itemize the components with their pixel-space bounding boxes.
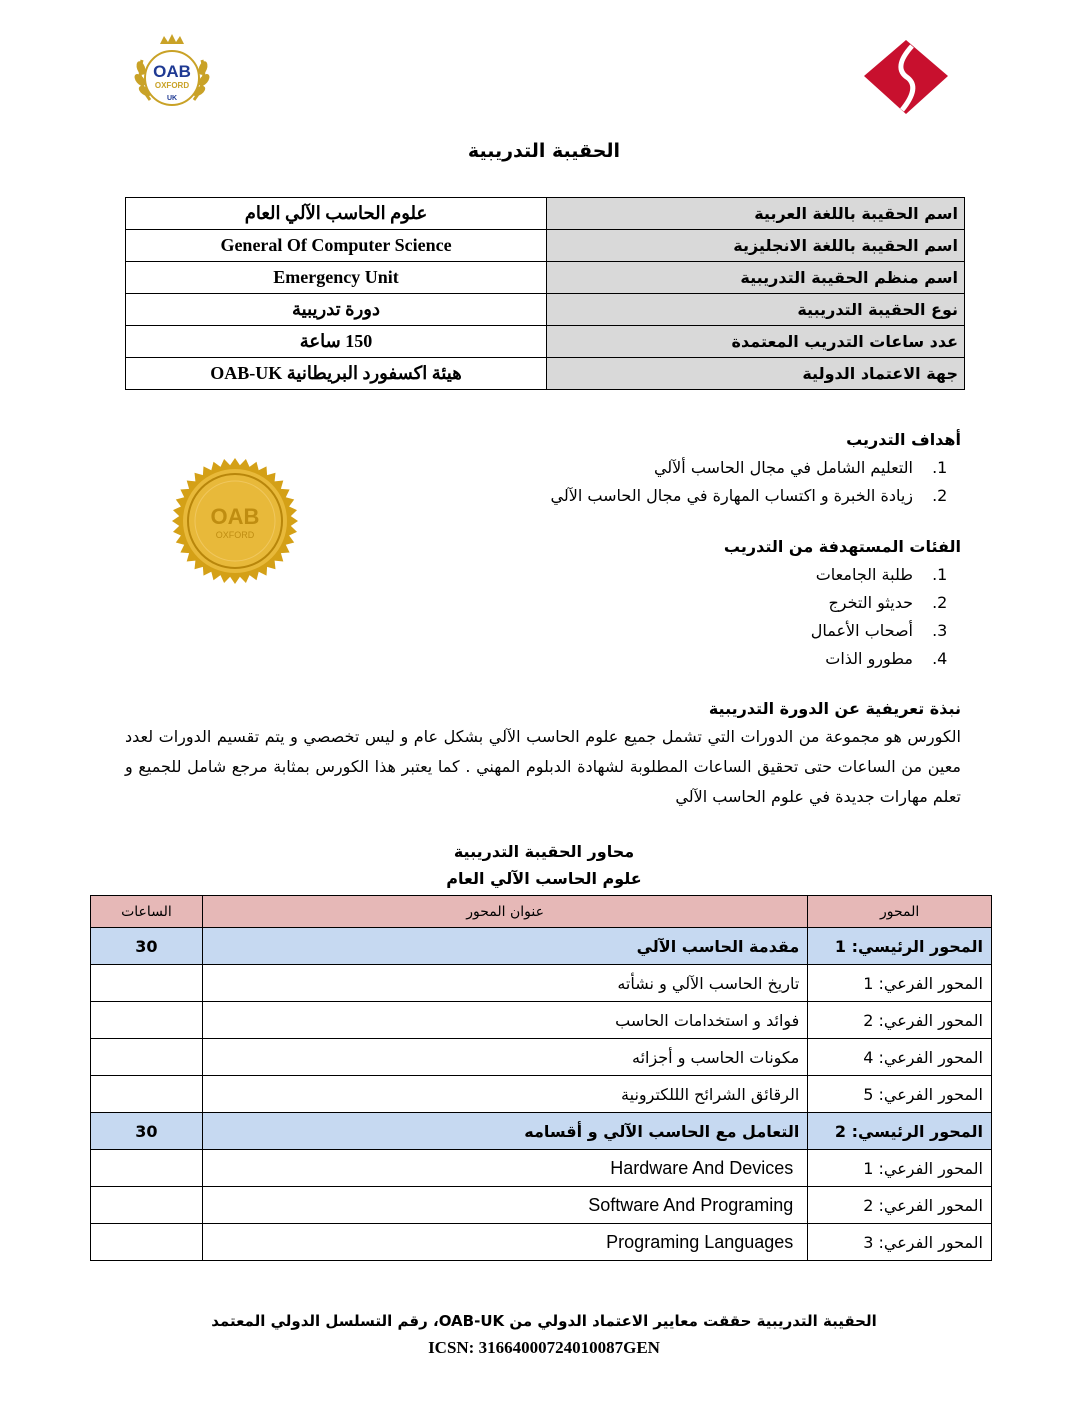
axis-name — [202, 1187, 807, 1224]
info-row — [126, 358, 965, 390]
footer-accreditation-text: الحقيبة التدريبية حققت معايير الاعتماد الدولي من OAB-UK، رقم التسلسل الدولي المعتمد — [211, 1312, 877, 1330]
logo-oxford-text: OXFORD — [154, 81, 190, 90]
axis-label: المحور الرئيسي: 1 — [808, 928, 992, 965]
list-item: 1. التعليم الشامل في مجال الحاسب ألآلي — [551, 454, 928, 482]
axis-label: المحور الفرعي: 5 — [808, 1076, 992, 1113]
axis-name — [202, 1224, 807, 1261]
list-item: 4. مطورو الذات — [811, 645, 927, 673]
axis-hours: 30 — [91, 1113, 203, 1150]
oab-oxford-logo — [128, 30, 216, 118]
header-axis: المحور — [808, 896, 992, 928]
axis-label: المحور الفرعي: 3 — [808, 1224, 992, 1261]
axis-name: تاريخ الحاسب الآلي و نشأته — [202, 965, 807, 1002]
seal-oxford-text: OXFORD — [215, 530, 255, 540]
info-value: Emergency Unit — [126, 262, 547, 294]
info-row — [126, 230, 965, 262]
page-title: الحقيبة التدريبية — [467, 140, 621, 162]
sub-axis-row — [91, 1187, 992, 1224]
axis-label: المحور الرئيسي: 2 — [808, 1113, 992, 1150]
info-value: هيئة اكسفورد البريطانية OAB-UK — [126, 358, 547, 390]
brand-diamond-logo — [862, 38, 950, 116]
axes-header-row — [91, 896, 992, 928]
axis-label: المحور الفرعي: 4 — [808, 1039, 992, 1076]
axis-hours — [91, 1150, 203, 1187]
axis-name-text: Software And Programing — [588, 1194, 794, 1215]
axis-name: الرقائق الشرائح الللكترونية — [202, 1076, 807, 1113]
intro-paragraph: الكورس هو مجموعة من الدورات التي تشمل جميع علوم الحاسب الآلي بشكل عام و ليس تخصصي و يتم تقسيم الدورات لعدد معين من الساعات حتى تحقيق الساعات المطلوبة لشهادة الدبلوم المهني . كما يعتبر هذا الكورس بمثابة مرجع شامل للجميع و تعلم مهارات جديدة في علوم الحاسب الآلي — [125, 727, 961, 806]
seal-oab-text: OAB — [210, 504, 260, 529]
info-value: علوم الحاسب الآلي العام — [126, 198, 547, 230]
axis-name: التعامل مع الحاسب الآلي و أقسامه — [202, 1113, 807, 1150]
sub-axis-row — [91, 1224, 992, 1261]
targets-list — [811, 561, 953, 673]
info-value: General Of Computer Science — [126, 230, 547, 262]
axes-title: محاور الحقيبة التدريبية — [453, 842, 635, 861]
axis-name — [202, 1150, 807, 1187]
info-key: اسم الحقيبة باللغة العربية — [547, 198, 965, 230]
axis-name: مكونات الحاسب و أجزائه — [202, 1039, 807, 1076]
axis-label: المحور الفرعي: 1 — [808, 1150, 992, 1187]
axis-label: المحور الفرعي: 2 — [808, 1002, 992, 1039]
list-item: 1. طلبة الجامعات — [811, 561, 927, 589]
axis-hours — [91, 1039, 203, 1076]
objectives-heading: أهداف التدريب — [846, 430, 961, 449]
axis-hours — [91, 1224, 203, 1261]
axis-hours: 30 — [91, 928, 203, 965]
main-axis-row — [91, 1113, 992, 1150]
gold-seal-icon — [170, 456, 300, 586]
axis-name: فوائد و استخدامات الحاسب — [202, 1002, 807, 1039]
axes-table — [90, 895, 992, 1261]
footer-icsn: ICSN: 31664000724010087GEN — [428, 1338, 660, 1357]
info-value: 150 ساعة — [126, 326, 547, 358]
info-key: جهة الاعتماد الدولية — [547, 358, 965, 390]
axis-name-text: Hardware And Devices — [610, 1157, 794, 1178]
info-row — [126, 198, 965, 230]
targets-heading: الفئات المستهدفة من التدريب — [723, 537, 961, 556]
info-value: دورة تدريبية — [126, 294, 547, 326]
objectives-list — [551, 454, 954, 510]
info-key: نوع الحقيبة التدريبية — [547, 294, 965, 326]
intro-heading: نبذة تعريفية عن الدورة التدريبية — [708, 699, 961, 718]
sub-axis-row — [91, 1039, 992, 1076]
axis-hours — [91, 965, 203, 1002]
sub-axis-row — [91, 965, 992, 1002]
header-hours: الساعات — [91, 896, 203, 928]
info-row — [126, 262, 965, 294]
axis-name-text: Programing Languages — [606, 1231, 794, 1252]
info-row — [126, 294, 965, 326]
axis-hours — [91, 1187, 203, 1224]
axis-label: المحور الفرعي: 1 — [808, 965, 992, 1002]
sub-axis-row — [91, 1076, 992, 1113]
main-axis-row — [91, 928, 992, 965]
list-item: 2. زيادة الخبرة و اكتساب المهارة في مجال الحاسب الآلي — [551, 482, 928, 510]
axis-hours — [91, 1076, 203, 1113]
header-axis-name: عنوان المحور — [202, 896, 807, 928]
list-item: 2. حديثو التخرج — [811, 589, 927, 617]
sub-axis-row — [91, 1150, 992, 1187]
info-row — [126, 326, 965, 358]
axis-hours — [91, 1002, 203, 1039]
sub-axis-row — [91, 1002, 992, 1039]
info-key: عدد ساعات التدريب المعتمدة — [547, 326, 965, 358]
logo-uk-text: UK — [166, 95, 178, 102]
info-key: اسم منظم الحقيبة التدريبية — [547, 262, 965, 294]
axes-subtitle: علوم الحاسب الآلي العام — [446, 869, 642, 888]
axis-label: المحور الفرعي: 2 — [808, 1187, 992, 1224]
list-item: 3. أصحاب الأعمال — [811, 617, 927, 645]
info-key: اسم الحقيبة باللغة الانجليزية — [547, 230, 965, 262]
course-info-table — [125, 197, 965, 390]
axis-name: مقدمة الحاسب الآلي — [202, 928, 807, 965]
logo-oab-text: OAB — [153, 62, 191, 81]
